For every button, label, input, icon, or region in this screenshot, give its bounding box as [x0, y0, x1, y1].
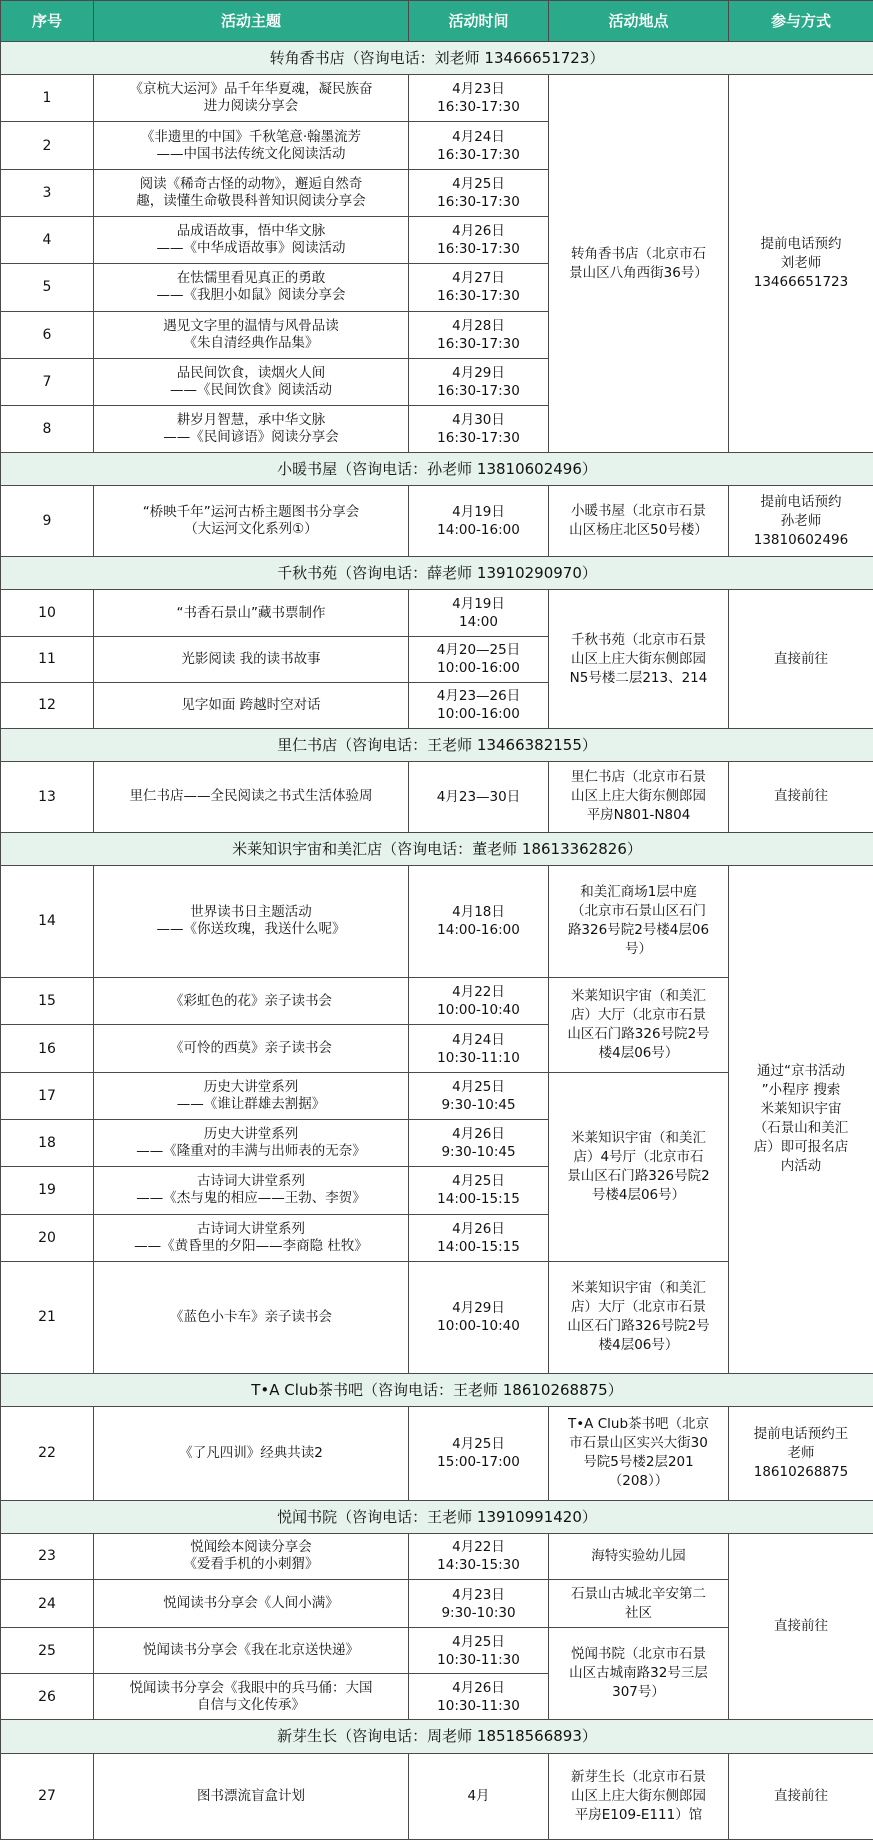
- activity-location: 小暖书屋（北京市石景 山区杨庄北区50号楼）: [549, 486, 729, 557]
- table-row: [1, 761, 873, 832]
- row-number: 3: [1, 169, 94, 216]
- activity-topic: 《非遗里的中国》千秋笔意·翰墨流芳 ——中国书法传统文化阅读活动: [94, 122, 409, 169]
- activity-time: 4月26日 10:30-11:30: [409, 1674, 549, 1720]
- row-number: 15: [1, 978, 94, 1025]
- activity-time: 4月27日 16:30-17:30: [409, 264, 549, 311]
- participation-method: 提前电话预约 孙老师 13810602496: [729, 486, 873, 557]
- row-number: 10: [1, 590, 94, 636]
- row-number: 23: [1, 1533, 94, 1579]
- row-number: 8: [1, 406, 94, 453]
- activity-time: 4月29日 16:30-17:30: [409, 358, 549, 405]
- activity-time: 4月19日 14:00-16:00: [409, 486, 549, 557]
- activity-location: 米莱知识宇宙（和美汇 店）大厅（北京市石景 山区石门路326号院2号 楼4层06号）: [549, 978, 729, 1073]
- row-number: 12: [1, 682, 94, 728]
- section-title: 小暖书屋（咨询电话：孙老师 13810602496）: [1, 453, 873, 486]
- activity-time: 4月26日 14:00-15:15: [409, 1214, 549, 1261]
- activity-location: 米莱知识宇宙（和美汇 店）4号厅（北京市石 景山区石门路326号院2 号楼4层06号）: [549, 1072, 729, 1261]
- activity-topic: “书香石景山”藏书票制作: [94, 590, 409, 636]
- activity-topic: 《彩虹色的花》亲子读书会: [94, 978, 409, 1025]
- table-row: [1, 1407, 873, 1500]
- activity-time: 4月23—30日: [409, 761, 549, 832]
- activity-time: 4月18日 14:00-16:00: [409, 865, 549, 977]
- row-number: 21: [1, 1261, 94, 1373]
- activity-topic: 历史大讲堂系列 ——《隆重对的丰满与出师表的无奈》: [94, 1119, 409, 1166]
- row-number: 18: [1, 1119, 94, 1166]
- activity-topic: 阅读《稀奇古怪的动物》，邂逅自然奇 趣，读懂生命敬畏科普知识阅读分享会: [94, 169, 409, 216]
- activity-topic: 悦闻读书分享会《人间小满》: [94, 1579, 409, 1627]
- activity-time: 4月: [409, 1753, 549, 1839]
- row-number: 9: [1, 486, 94, 557]
- activity-topic: 见字如面 跨越时空对话: [94, 682, 409, 728]
- section-header-row: [1, 1720, 873, 1753]
- activity-topic: 悦闻读书分享会《我在北京送快递》: [94, 1628, 409, 1674]
- section-title: 千秋书苑（咨询电话：薛老师 13910290970）: [1, 557, 873, 590]
- section-header-row: [1, 557, 873, 590]
- row-number: 6: [1, 311, 94, 358]
- header-cell-topic: 活动主题: [94, 1, 409, 42]
- participation-method: 通过“京书活动 ”小程序 搜索 米莱知识宇宙 （石景山和美汇 店）即可报名店 内活动: [729, 865, 873, 1373]
- activity-time: 4月20—25日 10:00-16:00: [409, 636, 549, 682]
- row-number: 13: [1, 761, 94, 832]
- activity-time: 4月25日 14:00-15:15: [409, 1167, 549, 1214]
- row-number: 20: [1, 1214, 94, 1261]
- activity-location: 悦闻书院（北京市石景 山区古城南路32号三层 307号）: [549, 1628, 729, 1720]
- header-cell-time: 活动时间: [409, 1, 549, 42]
- row-number: 4: [1, 216, 94, 263]
- table-row: [1, 1753, 873, 1839]
- header-cell-number: 序号: [1, 1, 94, 42]
- activity-topic: 历史大讲堂系列 ——《谁让群雄去割据》: [94, 1072, 409, 1119]
- activity-location: 千秋书苑（北京市石景 山区上庄大街东侧郎园 N5号楼二层213、214: [549, 590, 729, 728]
- activity-topic: 《可怜的西莫》亲子读书会: [94, 1025, 409, 1072]
- table-row: [1, 590, 873, 636]
- header-row: [1, 1, 873, 42]
- header-cell-participation: 参与方式: [729, 1, 873, 42]
- activity-topic: 遇见文字里的温情与风骨品读 《朱自清经典作品集》: [94, 311, 409, 358]
- section-title: 里仁书店（咨询电话：王老师 13466382155）: [1, 728, 873, 761]
- activity-topic: 品成语故事，悟中华文脉 ——《中华成语故事》阅读活动: [94, 216, 409, 263]
- activity-time: 4月25日 10:30-11:30: [409, 1628, 549, 1674]
- activity-location: 米莱知识宇宙（和美汇 店）大厅（北京市石景 山区石门路326号院2号 楼4层06号）: [549, 1261, 729, 1373]
- section-header-row: [1, 728, 873, 761]
- activity-topic: 悦闻绘本阅读分享会 《爱看手机的小刺猬》: [94, 1533, 409, 1579]
- row-number: 16: [1, 1025, 94, 1072]
- activity-time: 4月24日 16:30-17:30: [409, 122, 549, 169]
- table-row: [1, 1533, 873, 1579]
- section-header-row: [1, 42, 873, 75]
- activity-topic: 里仁书店——全民阅读之书式生活体验周: [94, 761, 409, 832]
- row-number: 11: [1, 636, 94, 682]
- participation-method: 直接前往: [729, 1533, 873, 1720]
- activity-location: 转角香书店（北京市石 景山区八角西街36号）: [549, 75, 729, 453]
- participation-method: 直接前往: [729, 1753, 873, 1839]
- row-number: 17: [1, 1072, 94, 1119]
- activity-topic: 耕岁月智慧，承中华文脉 ——《民间谚语》阅读分享会: [94, 406, 409, 453]
- activity-topic: “桥映千年”运河古桥主题图书分享会 （大运河文化系列①）: [94, 486, 409, 557]
- activity-time: 4月22日 10:00-10:40: [409, 978, 549, 1025]
- activity-time: 4月24日 10:30-11:10: [409, 1025, 549, 1072]
- section-header-row: [1, 1374, 873, 1407]
- activity-location: 里仁书店（北京市石景 山区上庄大街东侧郎园 平房N801-N804: [549, 761, 729, 832]
- activity-location: 新芽生长（北京市石景 山区上庄大街东侧郎园 平房E109-E111）馆: [549, 1753, 729, 1839]
- activity-topic: 图书漂流盲盒计划: [94, 1753, 409, 1839]
- activity-time: 4月25日 9:30-10:45: [409, 1072, 549, 1119]
- activity-topic: 古诗词大讲堂系列 ——《杰与鬼的相应——王勃、李贺》: [94, 1167, 409, 1214]
- activity-topic: 在怯懦里看见真正的勇敢 ——《我胆小如鼠》阅读分享会: [94, 264, 409, 311]
- section-title: 悦闻书院（咨询电话：王老师 13910991420）: [1, 1500, 873, 1533]
- activity-location: 海特实验幼儿园: [549, 1533, 729, 1579]
- row-number: 2: [1, 122, 94, 169]
- row-number: 7: [1, 358, 94, 405]
- row-number: 25: [1, 1628, 94, 1674]
- activity-time: 4月26日 9:30-10:45: [409, 1119, 549, 1166]
- activity-topic: 品民间饮食，读烟火人间 ——《民间饮食》阅读活动: [94, 358, 409, 405]
- activity-time: 4月23日 16:30-17:30: [409, 75, 549, 122]
- participation-method: 提前电话预约王 老师 18610268875: [729, 1407, 873, 1500]
- row-number: 24: [1, 1579, 94, 1627]
- table-row: [1, 865, 873, 977]
- activity-time: 4月19日 14:00: [409, 590, 549, 636]
- activity-topic: 世界读书日主题活动 ——《你送玫瑰，我送什么呢》: [94, 865, 409, 977]
- activity-topic: 《了凡四训》经典共读2: [94, 1407, 409, 1500]
- activity-time: 4月23—26日 10:00-16:00: [409, 682, 549, 728]
- header-cell-location: 活动地点: [549, 1, 729, 42]
- activity-topic: 《蓝色小卡车》亲子读书会: [94, 1261, 409, 1373]
- activity-topic: 《京杭大运河》品千年华夏魂，凝民族奋 进力阅读分享会: [94, 75, 409, 122]
- activity-time: 4月25日 15:00-17:00: [409, 1407, 549, 1500]
- activity-time: 4月22日 14:30-15:30: [409, 1533, 549, 1579]
- section-title: 转角香书店（咨询电话：刘老师 13466651723）: [1, 42, 873, 75]
- participation-method: 提前电话预约 刘老师 13466651723: [729, 75, 873, 453]
- section-header-row: [1, 453, 873, 486]
- activity-time: 4月28日 16:30-17:30: [409, 311, 549, 358]
- section-title: T•A Club茶书吧（咨询电话：王老师 18610268875）: [1, 1374, 873, 1407]
- activity-time: 4月29日 10:00-10:40: [409, 1261, 549, 1373]
- row-number: 26: [1, 1674, 94, 1720]
- row-number: 19: [1, 1167, 94, 1214]
- activity-location: 和美汇商场1层中庭 （北京市石景山区石门 路326号院2号楼4层06 号）: [549, 865, 729, 977]
- row-number: 5: [1, 264, 94, 311]
- section-title: 新芽生长（咨询电话：周老师 18518566893）: [1, 1720, 873, 1753]
- section-title: 米莱知识宇宙和美汇店（咨询电话：董老师 18613362826）: [1, 832, 873, 865]
- activity-location: T•A Club茶书吧（北京 市石景山区实兴大街30 号院5号楼2层201 （208））: [549, 1407, 729, 1500]
- activity-location: 石景山古城北辛安第二 社区: [549, 1579, 729, 1627]
- activity-time: 4月25日 16:30-17:30: [409, 169, 549, 216]
- activity-time: 4月26日 16:30-17:30: [409, 216, 549, 263]
- section-header-row: [1, 832, 873, 865]
- table-body: [1, 42, 873, 1840]
- activity-topic: 悦闻读书分享会《我眼中的兵马俑：大国 自信与文化传承》: [94, 1674, 409, 1720]
- table-row: [1, 486, 873, 557]
- section-header-row: [1, 1500, 873, 1533]
- row-number: 14: [1, 865, 94, 977]
- participation-method: 直接前往: [729, 590, 873, 728]
- table-row: [1, 75, 873, 122]
- row-number: 1: [1, 75, 94, 122]
- activity-topic: 光影阅读 我的读书故事: [94, 636, 409, 682]
- row-number: 22: [1, 1407, 94, 1500]
- activity-time: 4月30日 16:30-17:30: [409, 406, 549, 453]
- row-number: 27: [1, 1753, 94, 1839]
- activity-topic: 古诗词大讲堂系列 ——《黄昏里的夕阳——李商隐 杜牧》: [94, 1214, 409, 1261]
- activity-time: 4月23日 9:30-10:30: [409, 1579, 549, 1627]
- participation-method: 直接前往: [729, 761, 873, 832]
